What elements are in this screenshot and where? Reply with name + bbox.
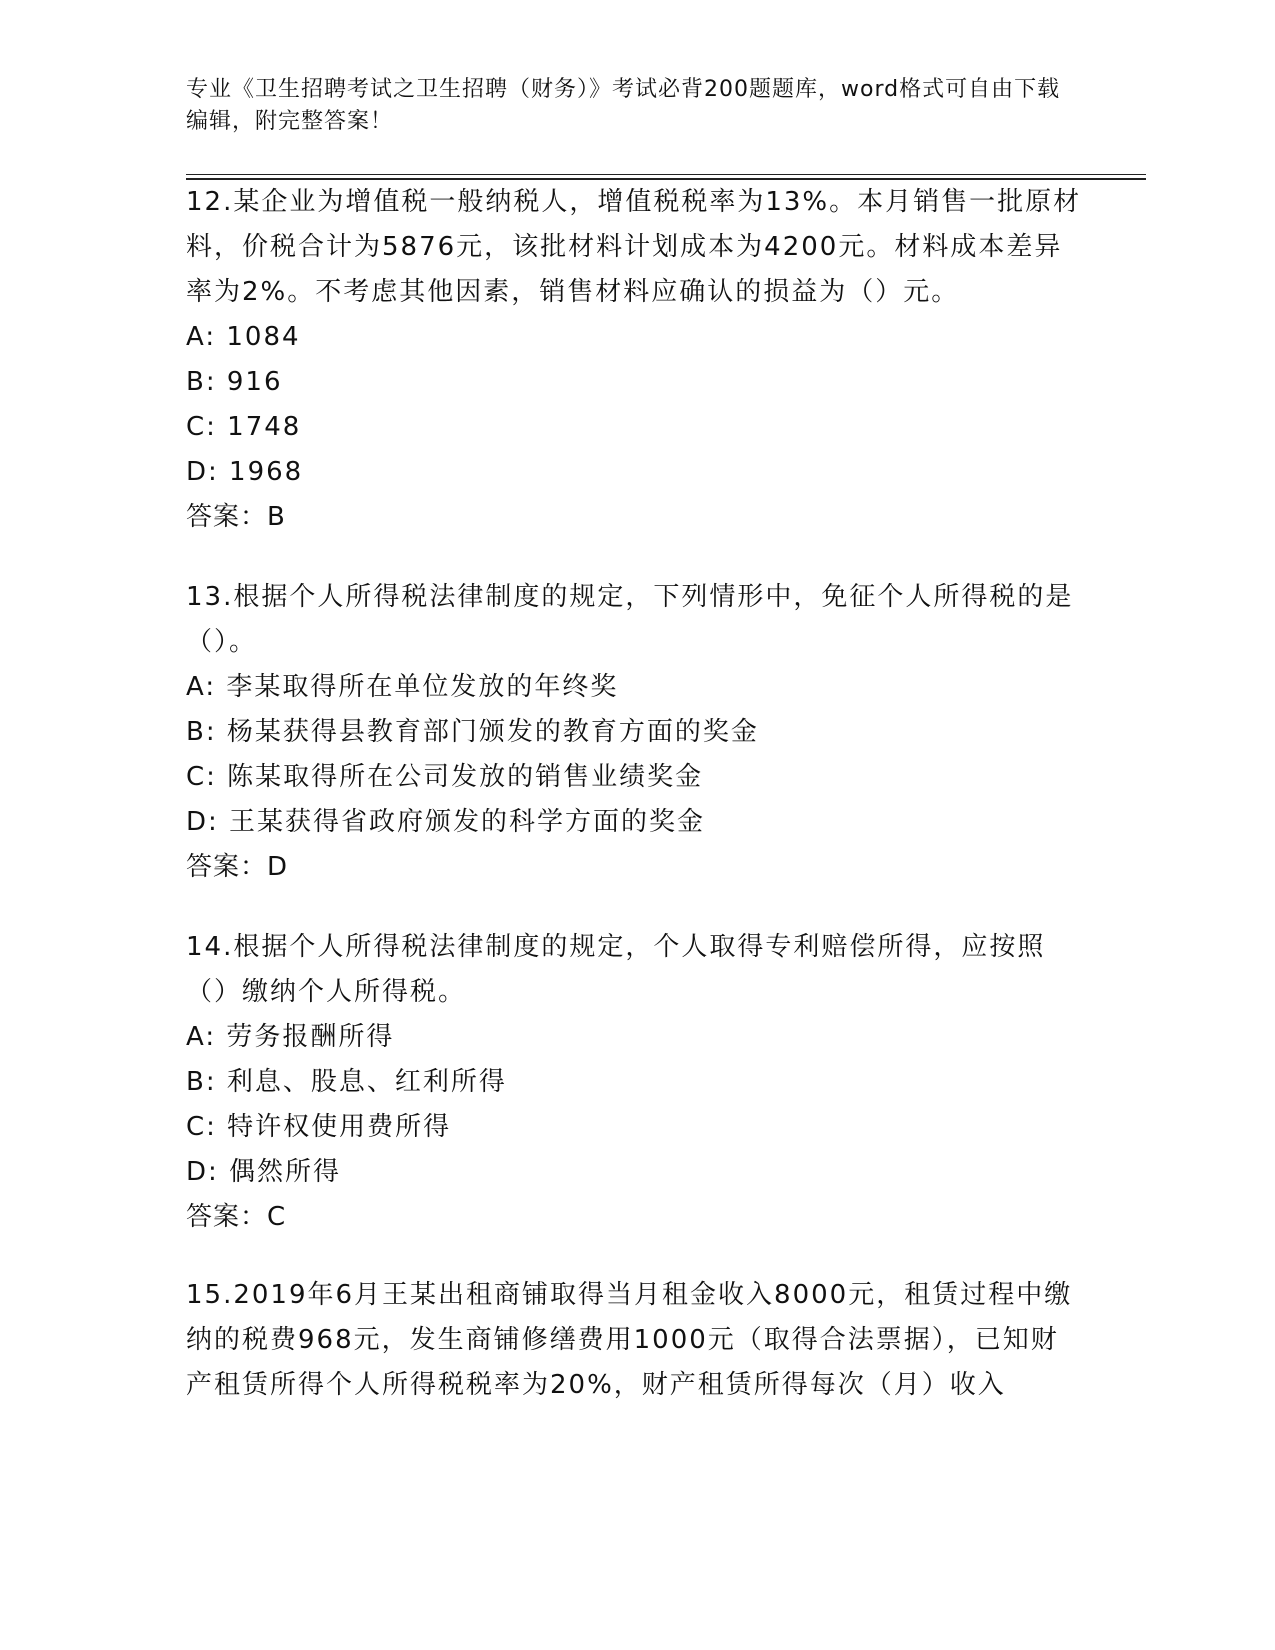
header-divider-thin: [186, 174, 1146, 175]
question-stem: 14.根据个人所得税法律制度的规定，个人取得专利赔偿所得，应按照（）缴纳个人所得税。: [186, 932, 1046, 1007]
option-b: B: 杨某获得县教育部门颁发的教育方面的奖金: [186, 717, 759, 747]
answer: 答案：D: [186, 852, 289, 882]
document-header: 专业《卫生招聘考试之卫生招聘（财务）》考试必背200题题库，word格式可自由下载编辑，附完整答案！: [186, 77, 1061, 134]
question-stem: 12.某企业为增值税一般纳税人，增值税税率为13%。本月销售一批原材料，价税合计为5876元，该批材料计划成本为4200元。材料成本差异率为2%。不考虑其他因素，销售材料应确认的损益为（）元。: [186, 187, 1082, 307]
answer: 答案：B: [186, 502, 286, 532]
option-a: A: 1084: [186, 322, 301, 352]
option-a: A: 李某取得所在单位发放的年终奖: [186, 672, 619, 702]
question-14: [186, 925, 1086, 1240]
option-c: C: 陈某取得所在公司发放的销售业绩奖金: [186, 762, 704, 792]
option-d: D: 王某获得省政府颁发的科学方面的奖金: [186, 807, 706, 837]
option-c: C: 特许权使用费所得: [186, 1112, 452, 1142]
question-13: [186, 575, 1086, 890]
option-b: B: 利息、股息、红利所得: [186, 1067, 507, 1097]
answer: 答案：C: [186, 1202, 287, 1232]
option-b: B: 916: [186, 367, 283, 397]
option-c: C: 1748: [186, 412, 302, 442]
option-d: D: 1968: [186, 457, 304, 487]
question-12: [186, 180, 1086, 540]
question-15: [186, 1273, 1086, 1408]
question-stem: 15.2019年6月王某出租商铺取得当月租金收入8000元，租赁过程中缴纳的税费968元，发生商铺修缮费用1000元（取得合法票据），已知财产租赁所得个人所得税税率为20%，财产租赁所得每次（月）收入: [186, 1280, 1073, 1400]
question-stem: 13.根据个人所得税法律制度的规定，下列情形中，免征个人所得税的是（）。: [186, 582, 1074, 657]
option-a: A: 劳务报酬所得: [186, 1022, 395, 1052]
option-d: D: 偶然所得: [186, 1157, 342, 1187]
